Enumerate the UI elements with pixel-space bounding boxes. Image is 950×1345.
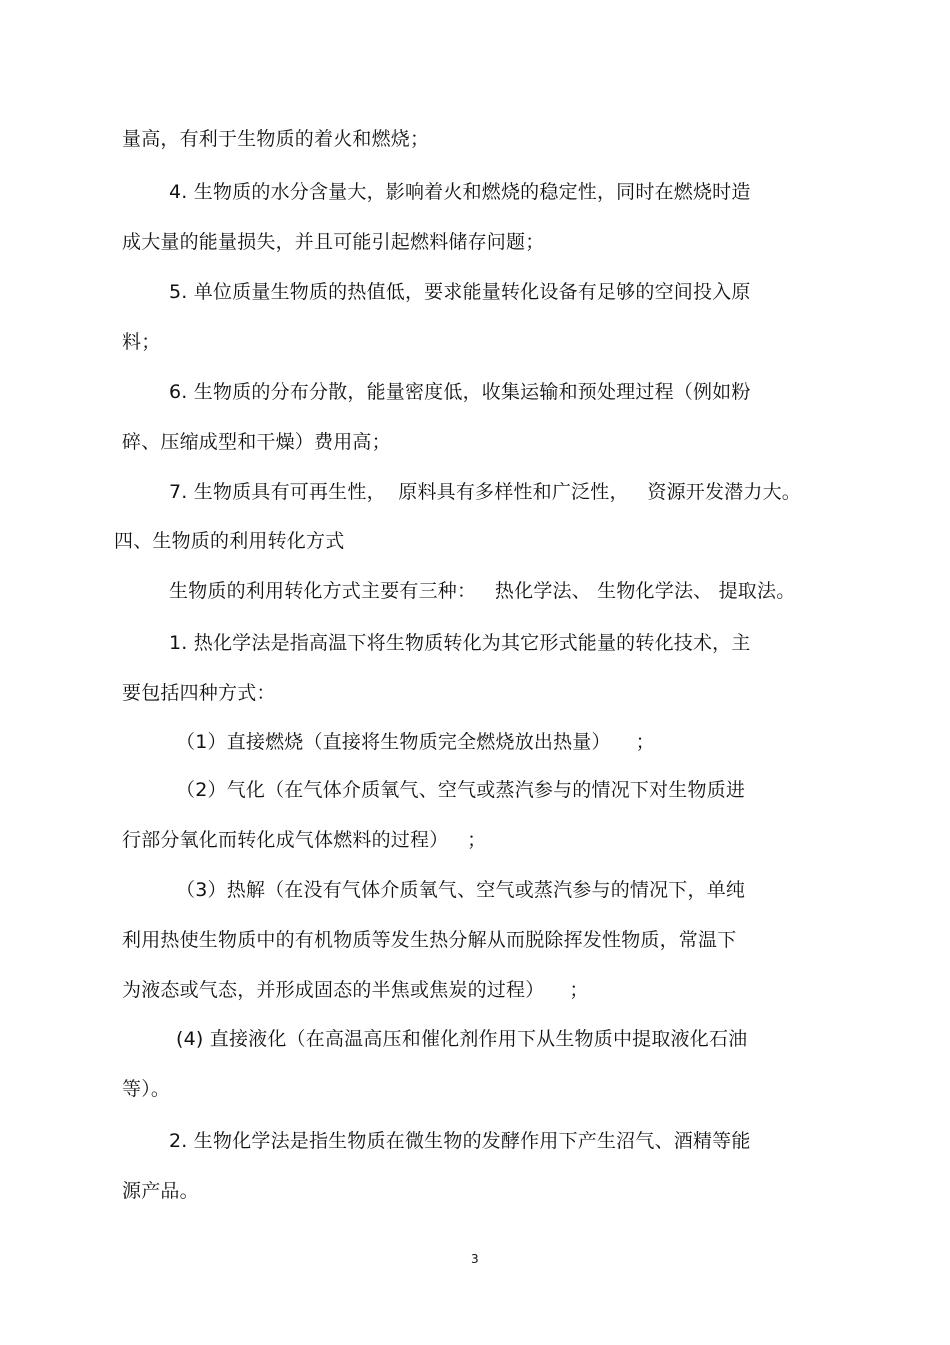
text-line: 6. 生物质的分布分散，能量密度低，收集运输和预处理过程（例如粉 bbox=[169, 381, 751, 403]
text-line: 碎、压缩成型和干燥）费用高； bbox=[122, 431, 391, 453]
section-heading: 四、生物质的利用转化方式 bbox=[114, 530, 345, 552]
text-line: 为液态或气态，并形成固态的半焦或焦炭的过程） ； bbox=[122, 979, 589, 1001]
text-line: 1. 热化学法是指高温下将生物质转化为其它形式能量的转化技术，主 bbox=[169, 632, 751, 654]
text-line: 5. 单位质量生物质的热值低，要求能量转化设备有足够的空间投入原 bbox=[169, 281, 751, 303]
text-line: 量高，有利于生物质的着火和燃烧； bbox=[122, 128, 430, 150]
text-line: (4) 直接液化（在高温高压和催化剂作用下从生物质中提取液化石油 bbox=[176, 1028, 748, 1050]
text-line: 2. 生物化学法是指生物质在微生物的发酵作用下产生沼气、酒精等能 bbox=[169, 1130, 751, 1152]
text-line: 行部分氧化而转化成气体燃料的过程） ； bbox=[122, 829, 487, 851]
text-line: 7. 生物质具有可再生性， 原料具有多样性和广泛性， 资源开发潜力大。 bbox=[169, 481, 801, 503]
text-line: 等）。 bbox=[122, 1078, 171, 1100]
text-line: 料； bbox=[122, 331, 161, 353]
text-line: 4. 生物质的水分含量大，影响着火和燃烧的稳定性，同时在燃烧时造 bbox=[169, 181, 751, 203]
text-line: 要包括四种方式： bbox=[122, 682, 276, 704]
text-line: 利用热使生物质中的有机物质等发生热分解从而脱除挥发性物质，常温下 bbox=[122, 929, 737, 951]
page-number: 3 bbox=[471, 1252, 479, 1266]
text-line: 生物质的利用转化方式主要有三种： 热化学法、 生物化学法、 提取法。 bbox=[169, 580, 796, 602]
text-line: 源产品。 bbox=[122, 1180, 199, 1202]
text-line: 成大量的能量损失，并且可能引起燃料储存问题； bbox=[122, 231, 545, 253]
text-line: （3）热解（在没有气体介质氧气、空气或蒸汽参与的情况下，单纯 bbox=[176, 879, 746, 901]
text-line: （2）气化（在气体介质氧气、空气或蒸汽参与的情况下对生物质进 bbox=[176, 779, 746, 801]
text-line: （1）直接燃烧（直接将生物质完全燃烧放出热量） ； bbox=[176, 731, 655, 753]
